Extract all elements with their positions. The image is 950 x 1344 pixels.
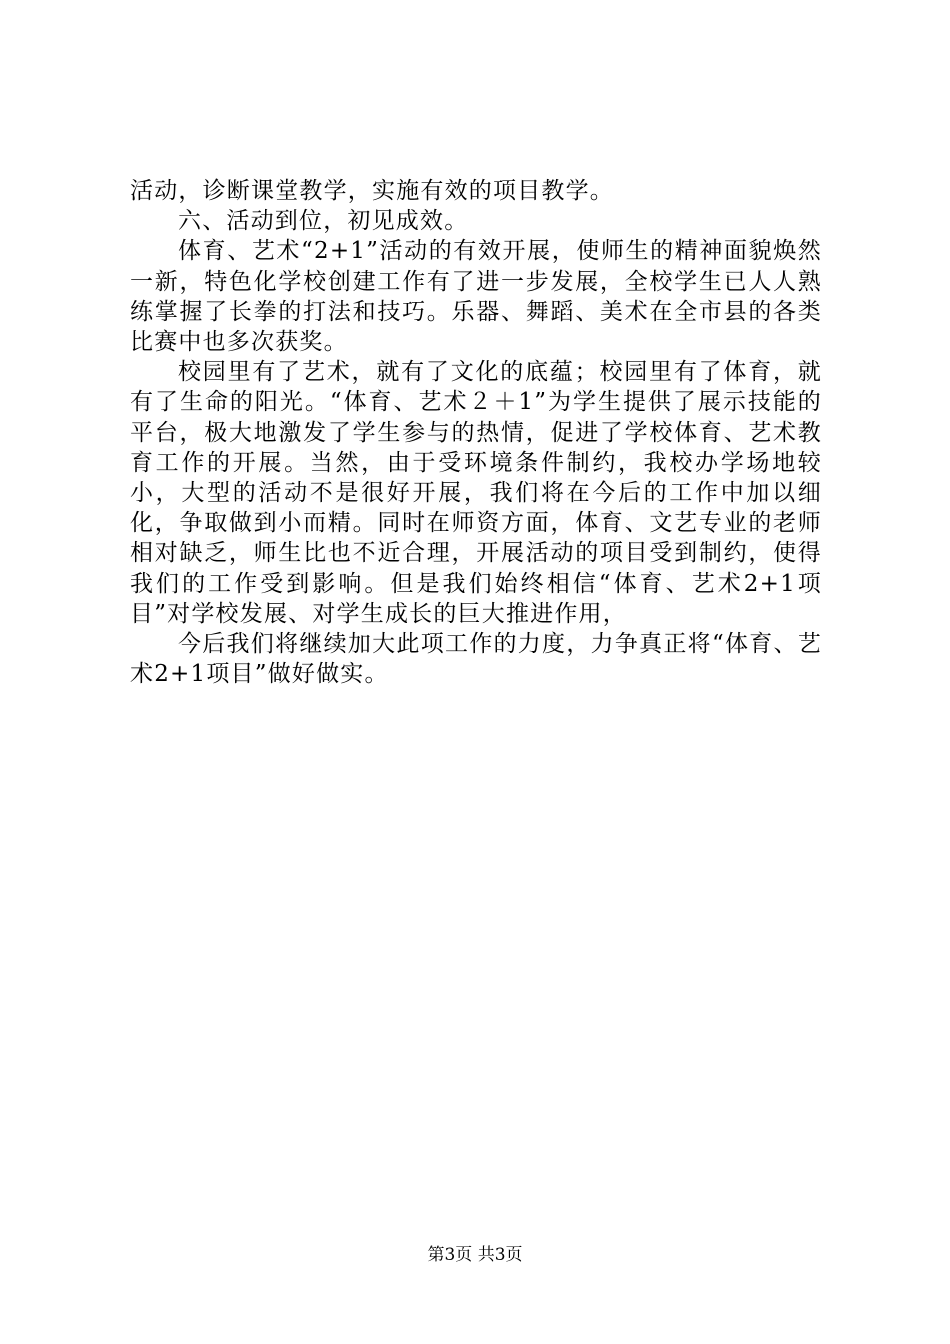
paragraph-1: 活动，诊断课堂教学，实施有效的项目教学。 (130, 178, 614, 204)
paragraph-3: 体育、艺术“2+1”活动的有效开展，使师生的精神面貌焕然一新，特色化学校创建工作有了进一步发展，全校学生已人人熟练掌握了长拳的打法和技巧。乐器、舞蹈、美术在全市县的各类比赛中也多次获奖。 (130, 238, 822, 356)
document-body (130, 176, 822, 689)
page-number-label: 第3页 共3页 (427, 1245, 523, 1265)
paragraph-5: 今后我们将继续加大此项工作的力度，力争真正将“体育、艺术2+1项目”做好做实。 (130, 631, 822, 688)
paragraph-4: 校园里有了艺术，就有了文化的底蕴；校园里有了体育，就有了生命的阳光。“体育、艺术２＋1”为学生提供了展示技能的平台，极大地激发了学生参与的热情，促进了学校体育、艺术教育工作的开展。当然，由于受环境条件制约，我校办学场地较小，大型的活动不是很好开展，我们将在今后的工作中加以细化，争取做到小而精。同时在师资方面，体育、文艺专业的老师相对缺乏，师生比也不近合理，开展活动的项目受到制约，使得我们的工作受到影响。但是我们始终相信“体育、艺术2+1项目”对学校发展、对学生成长的巨大推进作用， (130, 359, 822, 627)
page-footer (0, 1244, 950, 1266)
paragraph-2-section-heading: 六、活动到位，初见成效。 (178, 208, 469, 235)
